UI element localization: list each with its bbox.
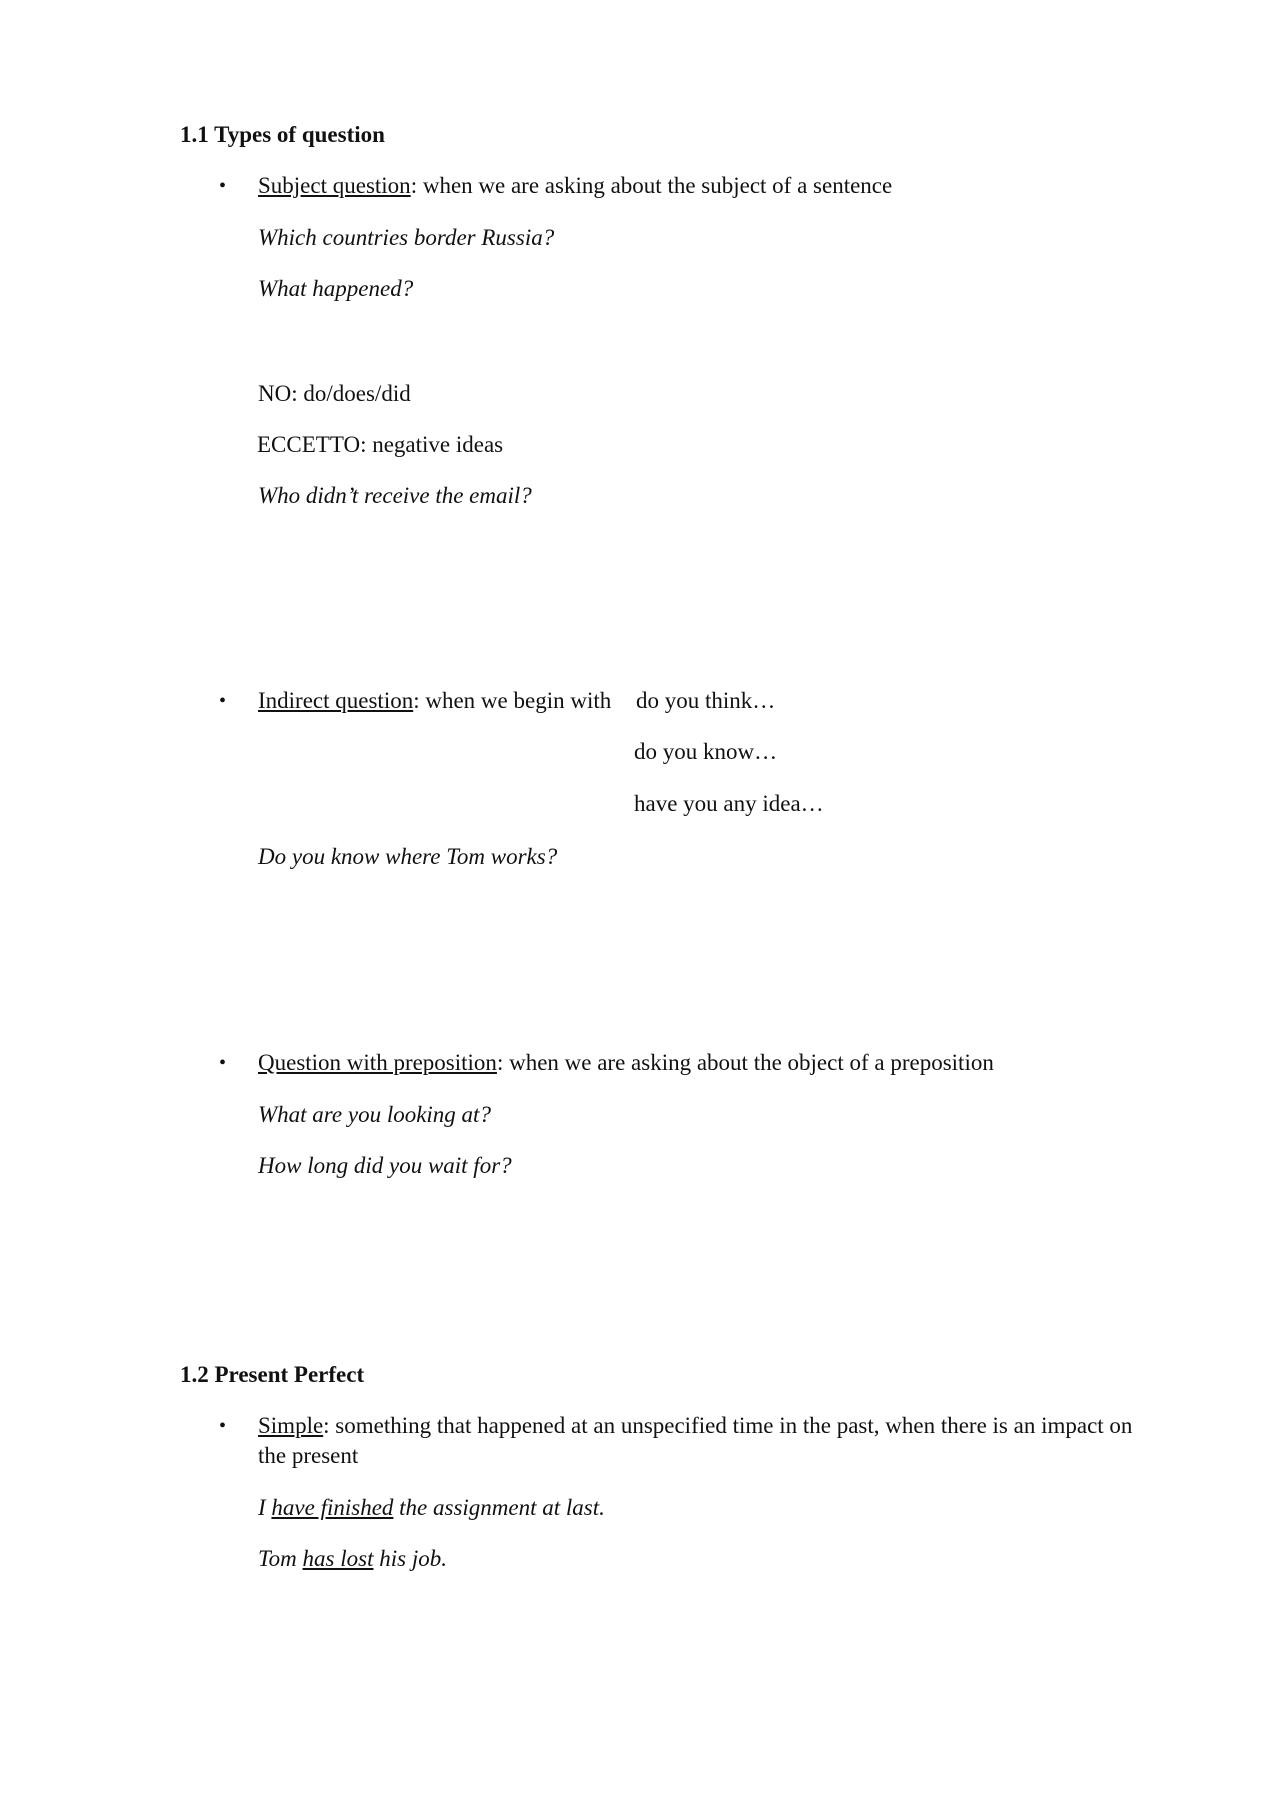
- definition-question-with-preposition: : when we are asking about the object of a preposition: [496, 1050, 994, 1075]
- note-eccetto-text: negative ideas: [372, 432, 504, 457]
- note-eccetto: [257, 430, 503, 460]
- definition-simple: : something that happened at an unspecified time in the past, when there is an impact on the present: [258, 1413, 1133, 1468]
- item-subject-question: [258, 171, 892, 201]
- item-indirect-question: [258, 686, 611, 716]
- bullet-simple: •: [219, 1415, 227, 1437]
- term-subject-question: Subject question: [258, 173, 411, 198]
- example-what-are-you-looking-at: What are you looking at?: [258, 1102, 491, 1127]
- definition-indirect-question: : when we begin with: [413, 688, 612, 713]
- example-how-long-did-you-wait: How long did you wait for?: [258, 1153, 512, 1178]
- bullet-indirect-question: •: [219, 690, 227, 712]
- example-have-finished-before: I: [258, 1495, 272, 1520]
- phrase-do-you-think: do you think…: [636, 688, 776, 713]
- term-question-with-preposition: Question with preposition: [258, 1050, 497, 1075]
- example-which-countries: Which countries border Russia?: [258, 225, 555, 250]
- definition-subject-question: : when we are asking about the subject of a sentence: [410, 173, 893, 198]
- item-simple: [258, 1411, 1158, 1471]
- example-what-happened: What happened?: [258, 276, 414, 301]
- phrase-have-you-any-idea: have you any idea…: [634, 791, 824, 816]
- example-have-finished-verb: have finished: [271, 1495, 394, 1520]
- example-do-you-know-where: Do you know where Tom works?: [258, 844, 558, 869]
- example-has-lost: [258, 1544, 447, 1574]
- section-heading-types-of-question: 1.1 Types of question: [180, 122, 385, 147]
- example-has-lost-verb: has lost: [302, 1546, 374, 1571]
- example-have-finished: [258, 1493, 605, 1523]
- bullet-subject-question: •: [219, 175, 227, 197]
- term-simple: Simple: [258, 1413, 324, 1438]
- note-no: [258, 379, 411, 409]
- note-no-label: NO:: [258, 381, 298, 406]
- item-question-with-preposition: [258, 1048, 994, 1078]
- example-has-lost-before: Tom: [258, 1546, 303, 1571]
- example-has-lost-after: his job.: [373, 1546, 447, 1571]
- section-heading-present-perfect: 1.2 Present Perfect: [180, 1362, 365, 1387]
- note-eccetto-label: ECCETTO:: [257, 432, 367, 457]
- phrase-do-you-know: do you know…: [634, 739, 778, 764]
- example-have-finished-after: the assignment at last.: [393, 1495, 605, 1520]
- term-indirect-question: Indirect question: [258, 688, 414, 713]
- note-no-text: do/does/did: [303, 381, 411, 406]
- example-who-didnt-receive: Who didn’t receive the email?: [258, 483, 532, 508]
- bullet-question-with-preposition: •: [219, 1052, 227, 1074]
